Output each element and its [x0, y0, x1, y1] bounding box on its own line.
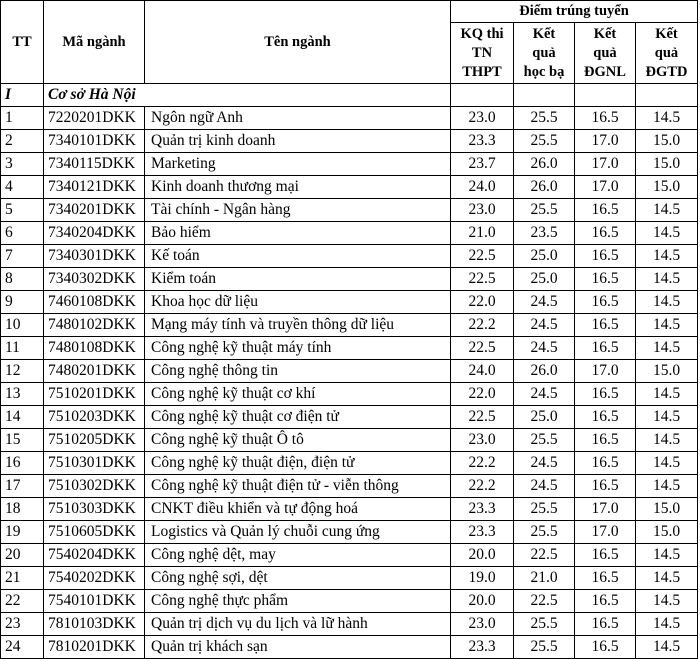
row-score-hocba: 24.5 [514, 452, 575, 475]
row-name: Công nghệ kỹ thuật điện tử - viễn thông [145, 475, 451, 498]
row-name: Marketing [145, 153, 451, 176]
row-score-dgnl: 16.5 [575, 268, 636, 291]
row-code: 7340204DKK [44, 222, 145, 245]
row-score-dgnl: 16.5 [575, 613, 636, 636]
table-row [1, 567, 698, 590]
row-code: 7540202DKK [44, 567, 145, 590]
row-name: Kinh doanh thương mại [145, 176, 451, 199]
row-score-thpt: 23.7 [451, 153, 514, 176]
row-score-dgtd: 14.5 [636, 107, 698, 130]
row-score-dgnl: 16.5 [575, 544, 636, 567]
row-score-dgtd: 14.5 [636, 613, 698, 636]
row-score-thpt: 23.0 [451, 107, 514, 130]
table-row [1, 406, 698, 429]
row-score-hocba: 26.0 [514, 360, 575, 383]
table-row [1, 613, 698, 636]
row-score-dgtd: 15.0 [636, 176, 698, 199]
row-score-hocba: 26.0 [514, 176, 575, 199]
row-code: 7480102DKK [44, 314, 145, 337]
row-score-thpt: 23.3 [451, 498, 514, 521]
row-name: Công nghệ kỹ thuật cơ khí [145, 383, 451, 406]
row-score-hocba: 25.5 [514, 429, 575, 452]
row-score-hocba: 24.5 [514, 291, 575, 314]
table-row [1, 475, 698, 498]
table-row [1, 498, 698, 521]
table-row [1, 521, 698, 544]
row-score-hocba: 24.5 [514, 337, 575, 360]
row-name: Công nghệ sợi, dệt [145, 567, 451, 590]
row-score-dgnl: 16.5 [575, 567, 636, 590]
row-score-dgtd: 14.5 [636, 314, 698, 337]
header-col-hocba: Kết quả học bạ [514, 23, 575, 84]
row-code: 7510605DKK [44, 521, 145, 544]
row-score-dgnl: 16.5 [575, 452, 636, 475]
row-score-dgtd: 14.5 [636, 291, 698, 314]
row-tt: 22 [1, 590, 44, 613]
header-score-group: Điểm trúng tuyển [451, 1, 698, 23]
row-name: CNKT điều khiển và tự động hoá [145, 498, 451, 521]
row-score-hocba: 25.5 [514, 636, 575, 659]
header-tt: TT [1, 1, 44, 84]
header-name: Tên ngành [145, 1, 451, 84]
row-code: 7340301DKK [44, 245, 145, 268]
row-score-thpt: 20.0 [451, 544, 514, 567]
row-score-dgnl: 16.5 [575, 107, 636, 130]
row-score-dgtd: 15.0 [636, 498, 698, 521]
row-tt: 14 [1, 406, 44, 429]
row-score-dgtd: 14.5 [636, 475, 698, 498]
row-tt: 7 [1, 245, 44, 268]
row-tt: 20 [1, 544, 44, 567]
row-code: 7510203DKK [44, 406, 145, 429]
row-name: Kiểm toán [145, 268, 451, 291]
header-col-dgtd: Kết quả ĐGTD [636, 23, 698, 84]
row-code: 7460108DKK [44, 291, 145, 314]
row-score-dgnl: 16.5 [575, 429, 636, 452]
row-name: Công nghệ kỹ thuật máy tính [145, 337, 451, 360]
table-row [1, 153, 698, 176]
row-score-dgtd: 14.5 [636, 452, 698, 475]
row-tt: 3 [1, 153, 44, 176]
row-score-hocba: 25.0 [514, 406, 575, 429]
row-score-hocba: 22.5 [514, 544, 575, 567]
row-score-thpt: 22.5 [451, 268, 514, 291]
row-score-hocba: 26.0 [514, 153, 575, 176]
row-score-dgtd: 14.5 [636, 199, 698, 222]
table-row [1, 452, 698, 475]
row-name: Công nghệ kỹ thuật Ô tô [145, 429, 451, 452]
row-score-dgnl: 17.0 [575, 360, 636, 383]
row-name: Công nghệ kỹ thuật điện, điện tử [145, 452, 451, 475]
row-score-thpt: 19.0 [451, 567, 514, 590]
table-row [1, 590, 698, 613]
row-score-hocba: 25.5 [514, 498, 575, 521]
row-tt: 1 [1, 107, 44, 130]
row-score-dgnl: 16.5 [575, 475, 636, 498]
row-tt: 23 [1, 613, 44, 636]
header-col-thpt: KQ thi TN THPT [451, 23, 514, 84]
row-score-thpt: 21.0 [451, 222, 514, 245]
row-score-thpt: 22.5 [451, 406, 514, 429]
row-name: Công nghệ dệt, may [145, 544, 451, 567]
row-code: 7480108DKK [44, 337, 145, 360]
row-score-hocba: 25.5 [514, 130, 575, 153]
section-row [1, 84, 698, 107]
row-score-hocba: 21.0 [514, 567, 575, 590]
row-score-dgtd: 14.5 [636, 383, 698, 406]
row-tt: 5 [1, 199, 44, 222]
row-name: Khoa học dữ liệu [145, 291, 451, 314]
row-score-hocba: 23.5 [514, 222, 575, 245]
row-score-dgnl: 16.5 [575, 383, 636, 406]
row-tt: 6 [1, 222, 44, 245]
row-score-dgnl: 17.0 [575, 498, 636, 521]
row-score-hocba: 25.5 [514, 107, 575, 130]
row-tt: 8 [1, 268, 44, 291]
row-tt: 2 [1, 130, 44, 153]
row-tt: 15 [1, 429, 44, 452]
row-name: Công nghệ thông tin [145, 360, 451, 383]
row-tt: 24 [1, 636, 44, 659]
row-tt: 21 [1, 567, 44, 590]
table-row [1, 360, 698, 383]
row-code: 7510205DKK [44, 429, 145, 452]
table-row [1, 383, 698, 406]
row-score-dgtd: 14.5 [636, 245, 698, 268]
row-code: 7340121DKK [44, 176, 145, 199]
row-score-thpt: 23.0 [451, 199, 514, 222]
row-code: 7810201DKK [44, 636, 145, 659]
row-name: Kế toán [145, 245, 451, 268]
row-code: 7510201DKK [44, 383, 145, 406]
row-code: 7540204DKK [44, 544, 145, 567]
header-code: Mã ngành [44, 1, 145, 84]
row-score-dgnl: 16.5 [575, 636, 636, 659]
row-score-dgtd: 15.0 [636, 360, 698, 383]
row-code: 7510301DKK [44, 452, 145, 475]
row-score-thpt: 22.5 [451, 337, 514, 360]
row-score-dgtd: 14.5 [636, 636, 698, 659]
row-score-thpt: 24.0 [451, 176, 514, 199]
row-tt: 10 [1, 314, 44, 337]
row-score-dgtd: 15.0 [636, 521, 698, 544]
table-body [1, 84, 698, 659]
row-score-hocba: 24.5 [514, 314, 575, 337]
row-score-hocba: 25.5 [514, 613, 575, 636]
table-row [1, 245, 698, 268]
row-tt: 9 [1, 291, 44, 314]
row-score-dgnl: 16.5 [575, 590, 636, 613]
row-score-dgtd: 14.5 [636, 406, 698, 429]
row-score-hocba: 25.0 [514, 245, 575, 268]
table-row [1, 222, 698, 245]
row-name: Quản trị khách sạn [145, 636, 451, 659]
row-name: Ngôn ngữ Anh [145, 107, 451, 130]
row-code: 7340201DKK [44, 199, 145, 222]
row-score-dgnl: 16.5 [575, 199, 636, 222]
table-row [1, 176, 698, 199]
row-score-dgnl: 17.0 [575, 176, 636, 199]
row-score-thpt: 23.0 [451, 429, 514, 452]
row-score-dgnl: 16.5 [575, 222, 636, 245]
row-score-dgnl: 16.5 [575, 291, 636, 314]
row-score-thpt: 23.3 [451, 521, 514, 544]
table-row [1, 429, 698, 452]
row-code: 7510302DKK [44, 475, 145, 498]
table-row [1, 199, 698, 222]
row-score-dgtd: 14.5 [636, 544, 698, 567]
section-roman: I [1, 84, 44, 107]
table-row [1, 544, 698, 567]
table-row [1, 314, 698, 337]
row-name: Công nghệ thực phẩm [145, 590, 451, 613]
row-score-thpt: 24.0 [451, 360, 514, 383]
row-score-dgnl: 17.0 [575, 521, 636, 544]
row-score-thpt: 22.5 [451, 245, 514, 268]
row-code: 7340302DKK [44, 268, 145, 291]
row-score-hocba: 25.5 [514, 199, 575, 222]
row-score-thpt: 22.0 [451, 291, 514, 314]
row-score-dgnl: 16.5 [575, 245, 636, 268]
row-score-hocba: 25.5 [514, 521, 575, 544]
row-tt: 19 [1, 521, 44, 544]
row-score-thpt: 23.0 [451, 613, 514, 636]
row-name: Mạng máy tính và truyền thông dữ liệu [145, 314, 451, 337]
row-score-thpt: 22.2 [451, 314, 514, 337]
row-score-dgtd: 14.5 [636, 222, 698, 245]
row-name: Logistics và Quản lý chuỗi cung ứng [145, 521, 451, 544]
row-score-dgnl: 17.0 [575, 130, 636, 153]
table-row [1, 636, 698, 659]
row-code: 7480201DKK [44, 360, 145, 383]
row-tt: 17 [1, 475, 44, 498]
row-tt: 16 [1, 452, 44, 475]
row-code: 7540101DKK [44, 590, 145, 613]
row-score-thpt: 22.2 [451, 475, 514, 498]
row-score-dgtd: 14.5 [636, 567, 698, 590]
row-score-dgtd: 14.5 [636, 268, 698, 291]
row-score-hocba: 24.5 [514, 383, 575, 406]
row-name: Bảo hiểm [145, 222, 451, 245]
row-score-dgtd: 14.5 [636, 337, 698, 360]
row-tt: 11 [1, 337, 44, 360]
row-score-dgtd: 14.5 [636, 429, 698, 452]
row-score-thpt: 22.2 [451, 452, 514, 475]
row-score-dgnl: 16.5 [575, 406, 636, 429]
row-score-thpt: 23.3 [451, 130, 514, 153]
row-name: Quản trị dịch vụ du lịch và lữ hành [145, 613, 451, 636]
row-score-thpt: 22.0 [451, 383, 514, 406]
row-tt: 4 [1, 176, 44, 199]
table-row [1, 268, 698, 291]
row-tt: 18 [1, 498, 44, 521]
row-name: Quản trị kinh doanh [145, 130, 451, 153]
row-code: 7220201DKK [44, 107, 145, 130]
row-score-dgtd: 14.5 [636, 590, 698, 613]
table-row [1, 337, 698, 360]
row-score-hocba: 25.0 [514, 268, 575, 291]
row-score-hocba: 24.5 [514, 475, 575, 498]
row-code: 7340101DKK [44, 130, 145, 153]
row-score-dgnl: 17.0 [575, 153, 636, 176]
section-title: Cơ sở Hà Nội [44, 84, 451, 107]
row-tt: 12 [1, 360, 44, 383]
row-score-dgtd: 15.0 [636, 153, 698, 176]
row-code: 7340115DKK [44, 153, 145, 176]
row-score-dgnl: 16.5 [575, 337, 636, 360]
table-header [1, 1, 698, 84]
table-row [1, 107, 698, 130]
row-score-thpt: 20.0 [451, 590, 514, 613]
table-row [1, 291, 698, 314]
row-tt: 13 [1, 383, 44, 406]
row-score-dgtd: 15.0 [636, 130, 698, 153]
row-score-hocba: 22.5 [514, 590, 575, 613]
header-col-dgnl: Kết quả ĐGNL [575, 23, 636, 84]
row-name: Tài chính - Ngân hàng [145, 199, 451, 222]
row-score-thpt: 23.3 [451, 636, 514, 659]
row-code: 7810103DKK [44, 613, 145, 636]
table-row [1, 130, 698, 153]
row-code: 7510303DKK [44, 498, 145, 521]
row-score-dgnl: 16.5 [575, 314, 636, 337]
row-name: Công nghệ kỹ thuật cơ điện tử [145, 406, 451, 429]
